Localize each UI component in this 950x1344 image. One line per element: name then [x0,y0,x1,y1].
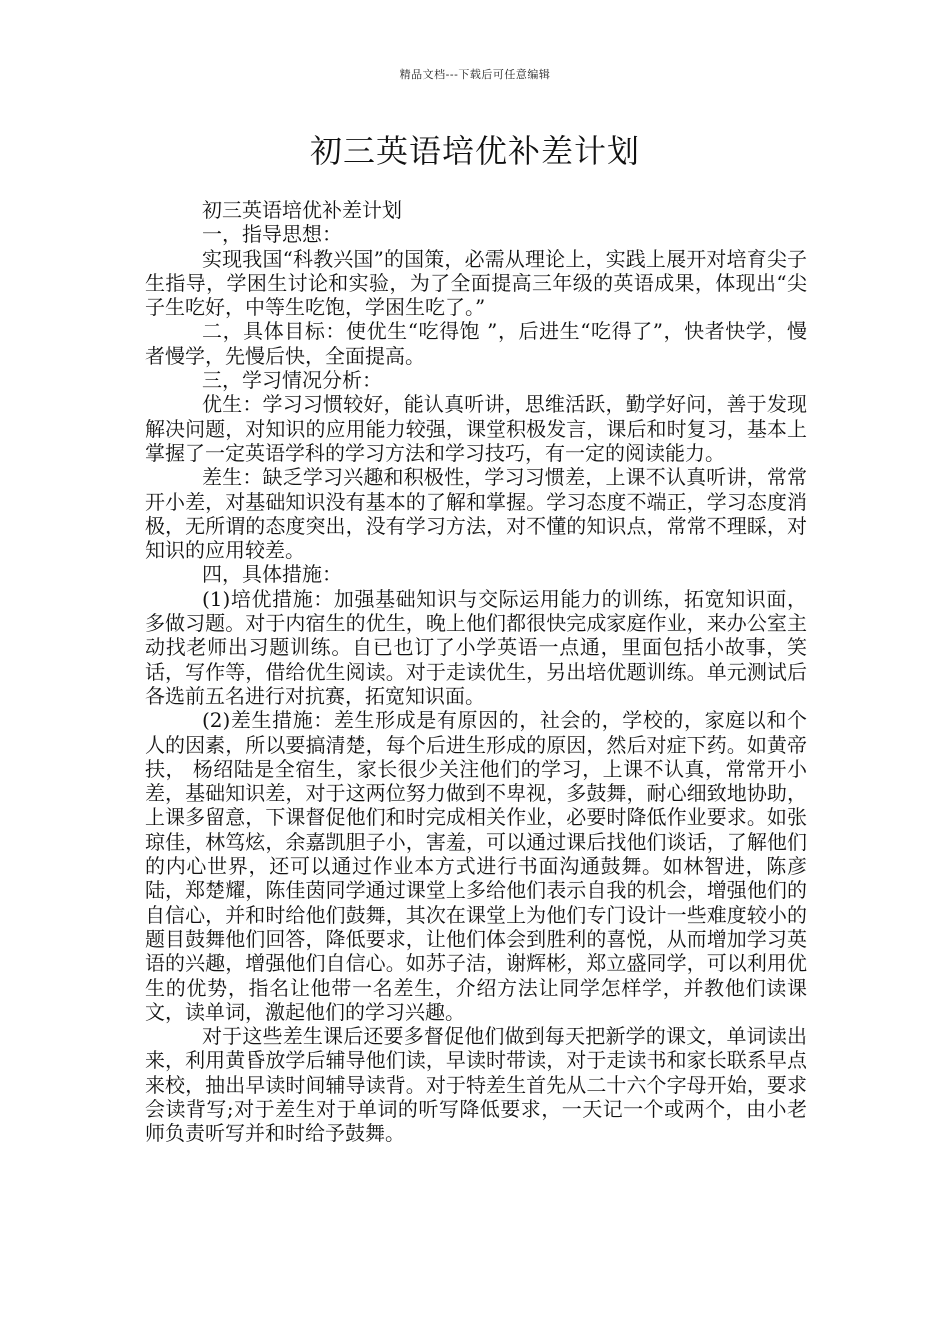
heading-guiding-thought: 一，指导思想： [202,222,342,247]
paragraph-specific-goals: 二，具体目标：使优生“吃得饱 ”，后进生“吃得了”，快者快学，慢者慢学，先慢后快，全面提高。 [145,319,807,368]
paragraph-weak-students: 差生：缺乏学习兴趣和积极性，学习习惯差，上课不认真听讲，常常开小差，对基础知识没有基本的了解和掌握。学习态度不端正，学习态度消极，无所谓的态度突出，没有学习方法，对不懂的知识点，常常不理睬，对知识的应用较差。 [145,465,807,563]
header-note: 精品文档---下载后可任意编辑 [399,68,551,81]
paragraph-top-measures: (1)培优措施：加强基础知识与交际运用能力的训练，拓宽知识面，多做习题。对于内宿生的优生，晚上他们都很快完成家庭作业，来办公室主动找老师出习题训练。自已也订了小学英语一点通，里面包括小故事，笑话，写作等，借给优生阅读。对于走读优生，另出培优题训练。单元测试后各选前五名进行对抗赛，拓宽知识面。 [145,586,807,708]
paragraph-guiding-thought: 实现我国“科教兴国”的国策，必需从理论上，实践上展开对培育尖子生指导，学困生讨论和实验，为了全面提高三年级的英语成果，体现出“尖子生吃好，中等生吃饱，学困生吃了。” [145,246,807,320]
paragraph-weak-measures: (2)差生措施：差生形成是有原因的，社会的，学校的，家庭以和个人的因素，所以要搞清楚，每个后进生形成的原因，然后对症下药。如黄帝扶， 杨绍陆是全宿生，家长很少关注他们的学习，上课不认真，常常开小差，基础知识差，对于这两位努力做到不卑视，多鼓舞，耐心细致地协助，上课多留意，下课督促他们和时完成相关作业，必要时降低作业要求。如张琼佳，林笃炫，余嘉凯胆子小，害羞，可以通过课后找他们谈话，了解他们的内心世界，还可以通过作业本方式进行书面沟通鼓舞。如林智进，陈彦陆，郑楚耀，陈佳茵同学通过课堂上多给他们表示自我的机会，增强他们的自信心，并和时给他们鼓舞，其次在课堂上为他们专门设计一些难度较小的题目鼓舞他们回答，降低要求，让他们体会到胜利的喜悦，从而增加学习英语的兴趣，增强他们自信心。如苏子洁，谢辉彬，郑立盛同学，可以利用优生的优势，指名让他带一名差生，介绍方法让同学怎样学，并教他们读课文，读单词，激起他们的学习兴趣。 [145,708,807,1024]
heading-specific-measures: 四，具体措施： [202,562,342,587]
paragraph-subtitle: 初三英语培优补差计划 [202,198,402,222]
document-body [145,198,807,1146]
paragraph-after-class: 对于这些差生课后还要多督促他们做到每天把新学的课文，单词读出来，利用黄昏放学后辅导他们读，早读时带读，对于走读书和家长联系早点来校，抽出早读时间辅导读背。对于特差生首先从二十六个字母开始，要求会读背写;对于差生对于单词的听写降低要求，一天记一个或两个，由小老师负责听写并和时给予鼓舞。 [145,1024,807,1146]
heading-learning-analysis: 三，学习情况分析： [202,368,382,393]
paragraph-top-students: 优生：学习习惯较好，能认真听讲，思维活跃，勤学好问，善于发现解决问题，对知识的应用能力较强，课堂积极发言，课后和时复习，基本上掌握了一定英语学科的学习方法和学习技巧，有一定的阅读能力。 [145,392,807,465]
document-title: 初三英语培优补差计划 [309,132,640,170]
